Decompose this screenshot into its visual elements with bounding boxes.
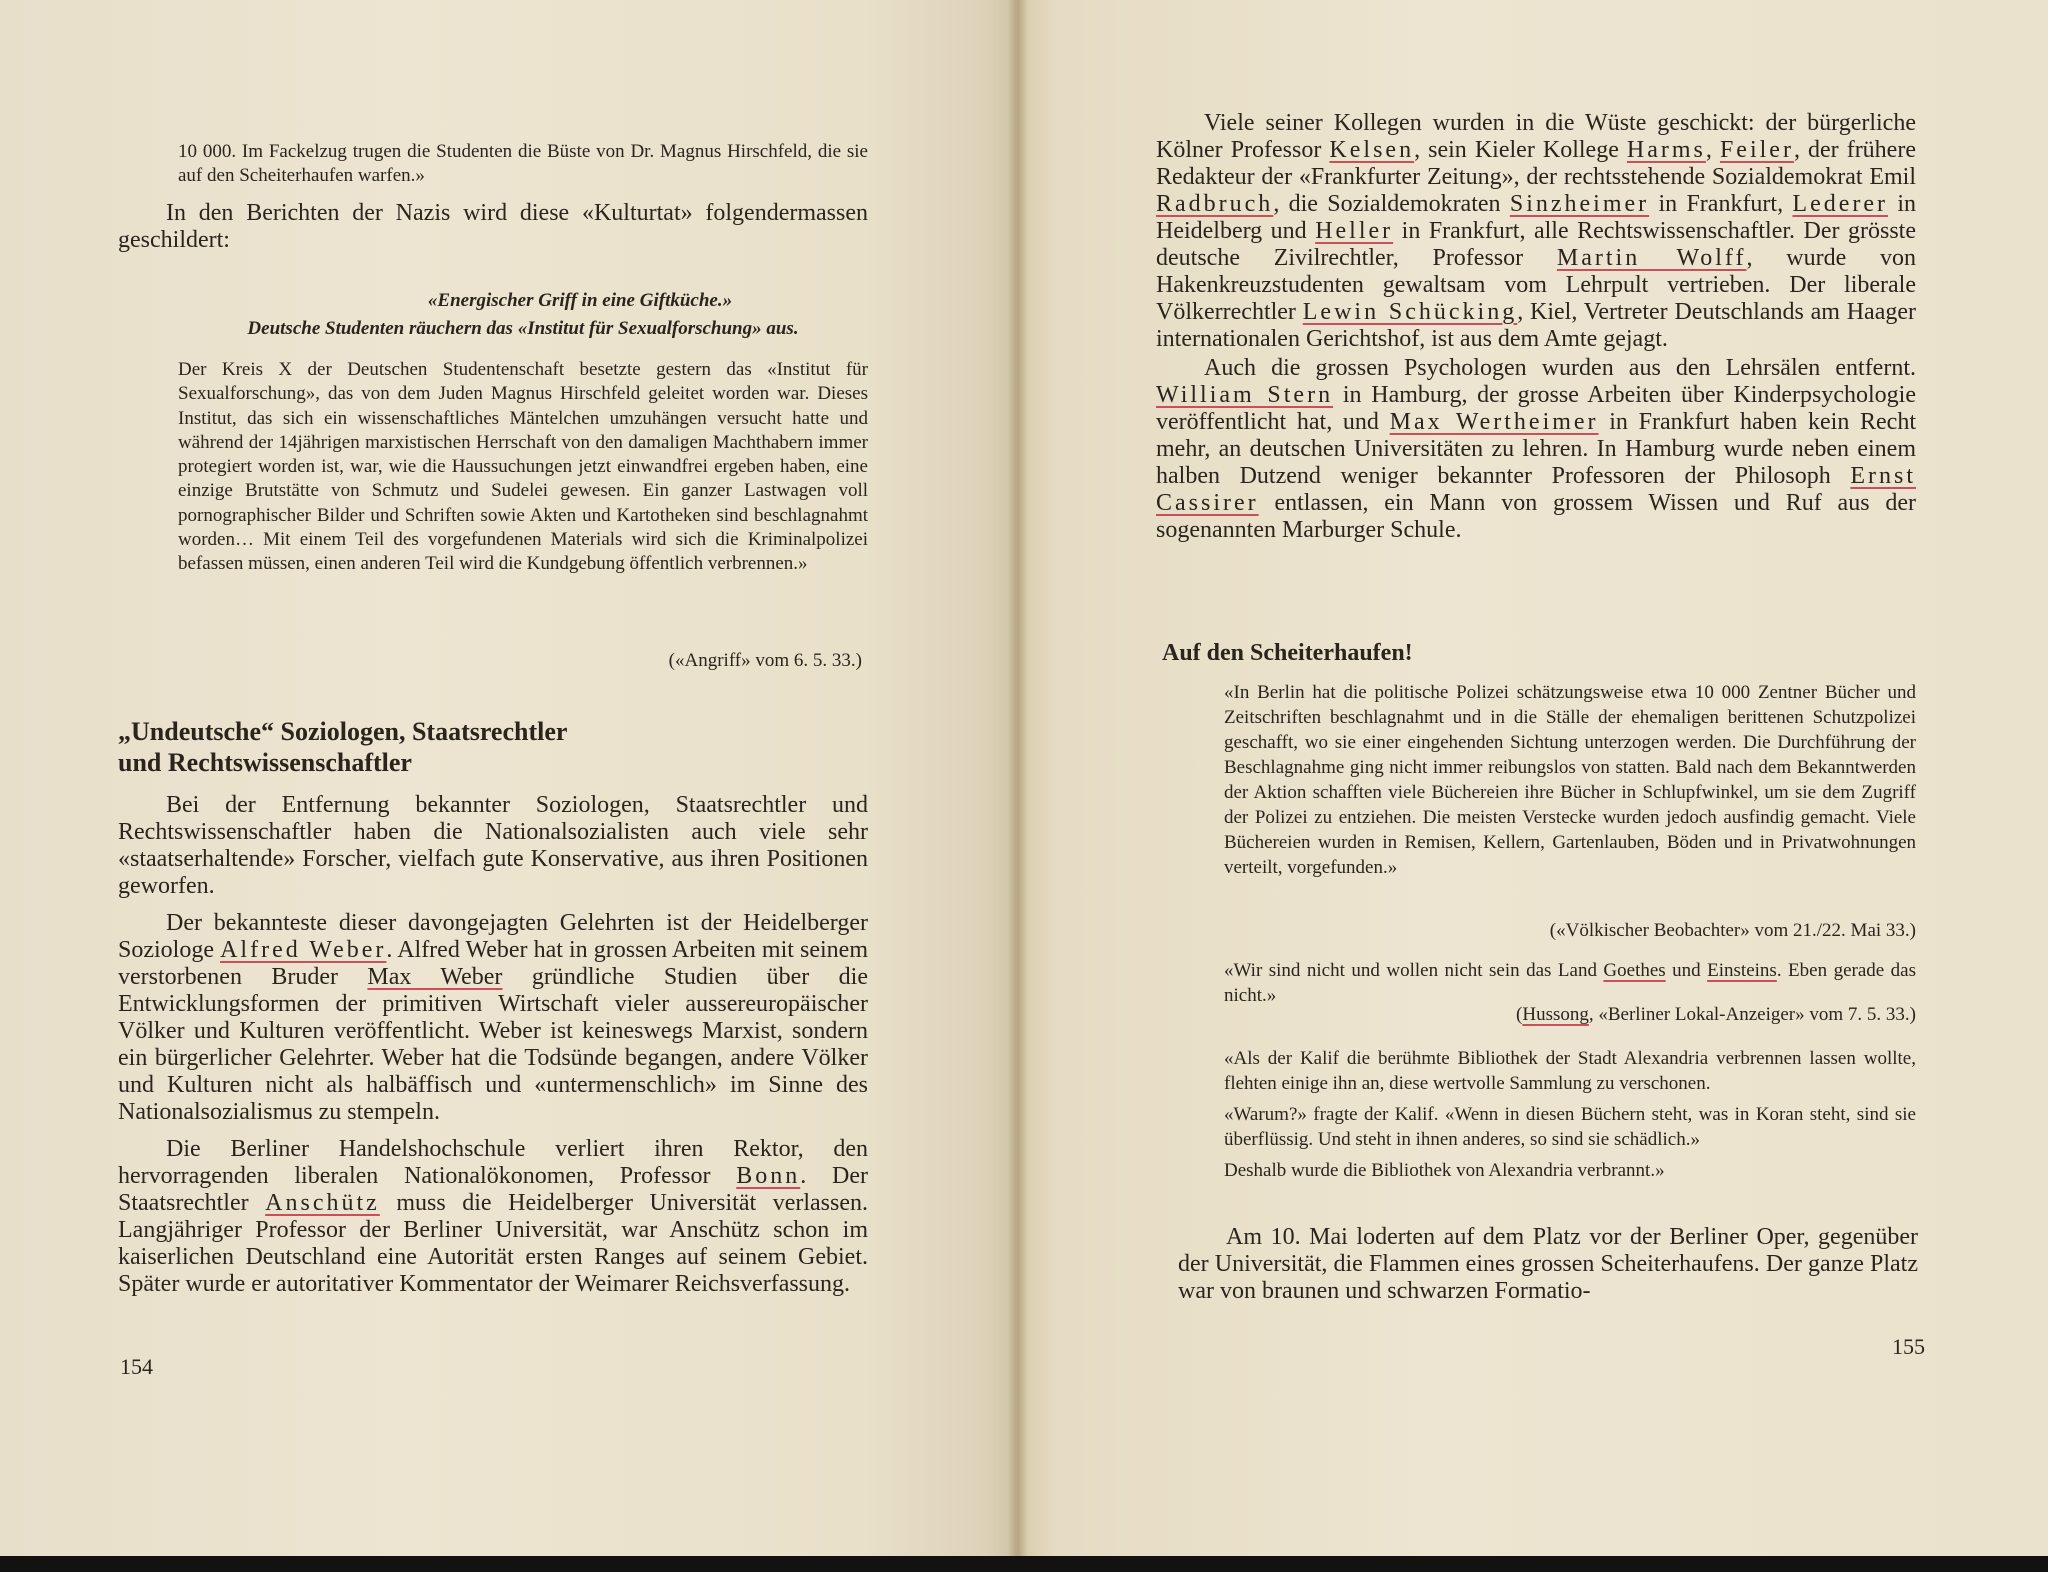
paragraph: «Als der Kalif die berühmte Bibliothek der Stadt Alexandria verbrennen lassen wollte, flehten einige ihn an, diese wertvolle Sammlung zu verschonen. — [1224, 1048, 1916, 1094]
underlined-name: Max Wertheimer — [1389, 409, 1599, 435]
section-title-line2: und Rechtswissenschaftler — [118, 748, 412, 777]
text-run: Die Berliner Handelshochschule verliert ihren Rektor, den hervorragenden liberalen Nationalökonomen, Professor — [118, 1136, 868, 1189]
text-run: muss die Heidelberger Universität verlassen. Langjähriger Professor der Berliner Universität, war Anschütz schon im kaiserlichen Deutschland eine Autorität ersten Ranges auf seinem Gebiet. Später wurde er autoritativer Kommentator der Weimarer Reichsverfassung. — [118, 1190, 868, 1297]
paragraph — [118, 1136, 868, 1298]
underlined-name: Heller — [1315, 218, 1394, 244]
underlined-name: Bonn — [736, 1163, 801, 1189]
text-run: und — [1665, 960, 1708, 981]
lokal-anzeiger-source — [1350, 1004, 1916, 1026]
text-run: in Frankfurt, — [1649, 191, 1793, 217]
underlined-name: Anschütz — [265, 1190, 380, 1216]
text-run: in Frankfurt haben kein Recht mehr, an deutschen Universitäten zu lehren. In Hamburg wurde neben einem halben Dutzend weniger bekannter Professoren der Philosoph — [1156, 409, 1917, 489]
text-run: entlassen, ein Mann von grossem Wissen und Ruf aus der sogenannten Marburger Schule. — [1156, 490, 1916, 543]
text-run: in Heidelberg und — [1156, 191, 1916, 244]
right-body-text — [1156, 110, 1916, 544]
text-run: , «Berliner Lokal-Anzeiger» vom 7. 5. 33.) — [1588, 1004, 1916, 1025]
underlined-name: Radbruch — [1156, 191, 1274, 217]
text-run: ( — [1516, 1004, 1523, 1025]
underlined-name: Alfred Weber — [220, 937, 387, 963]
text-run: . Der Staatsrechtler — [118, 1163, 868, 1216]
underlined-name: Max Weber — [367, 964, 503, 990]
text-run: , Kiel, Vertreter Deutschlands am Haager internationalen Gerichtshof, ist aus dem Amte gejagt. — [1156, 299, 1917, 352]
paragraph — [1156, 110, 1916, 353]
may-10-paragraph: Am 10. Mai loderten auf dem Platz vor der Berliner Oper, gegenüber der Universität, die Flammen eines grossen Scheiterhaufens. Der ganze Platz war von braunen und schwarzen Formatio- — [1178, 1224, 1918, 1304]
goethe-einstein-quote — [1224, 958, 1916, 1008]
underlined-name: Harms — [1626, 137, 1706, 163]
berlin-police-quote: «In Berlin hat die politische Polizei schätzungsweise etwa 10 000 Zentner Bücher und Zeitschriften beschlagnahmt und in die Ställe der ehemaligen berittenen Schutzpolizei geschafft, wo sie einer eingehenden Sichtung unterzogen werden. Die Durchführung der Beschlagnahme ging nicht immer reibungslos von statten. Bald nach dem Bekanntwerden der Aktion schafften viele Büchereien ihre Bücher in Schlupfwinkel, um sie dem Zugriff der Polizei zu entziehen. Die meisten Verstecke wurden jedoch ausfindig gemacht. Viele Büchereien wurden in Remisen, Kellern, Gartenlauben, Böden und in Privatwohnungen verteilt, vorgefunden.» — [1224, 682, 1916, 878]
footnote-continuation: 10 000. Im Fackelzug trugen die Studenten die Büste von Dr. Magnus Hirschfeld, die sie auf den Scheiterhaufen warfen.» — [178, 141, 868, 186]
quote-subheadline: Deutsche Studenten räuchern das «Institut für Sexualforschung» aus. — [247, 318, 799, 339]
left-page — [0, 0, 1016, 1558]
underlined-name: Sinzheimer — [1509, 191, 1650, 217]
book-bottom-edge — [0, 1556, 2048, 1572]
underlined-name: Goethes — [1603, 960, 1666, 981]
underlined-name: Martin Wolff — [1556, 245, 1747, 271]
underlined-name: Einsteins — [1707, 960, 1777, 981]
text-run: Viele seiner Kollegen wurden in die Wüste geschickt: der bürgerliche Kölner Professor — [1156, 110, 1916, 163]
paragraph: Deshalb wurde die Bibliothek von Alexandria verbrannt.» — [1224, 1160, 1665, 1181]
text-run: in Hamburg, der grosse Arbeiten über Kinderpsychologie veröffentlicht hat, und — [1156, 382, 1917, 435]
text-run: gründliche Studien über die Entwicklungsformen der primitiven Wirtschaft vieler aussereuropäischer Völker und Kulturen veröffentlicht. Weber ist keineswegs Marxist, sondern ein bürgerlicher Gelehrter. Weber hat die Todsünde begangen, andere Völker und Kulturen nicht als halbäffisch und «untermenschlich» im Sinne des Nationalsozialismus zu stempeln. — [118, 964, 868, 1125]
underlined-name: Lederer — [1792, 191, 1889, 217]
paragraph: Bei der Entfernung bekannter Soziologen, Staatsrechtler und Rechtswissenschaftler haben die Nationalsozialisten auch viele sehr «staatserhaltende» Forscher, vielfach gute Konservative, aus ihren Positionen geworfen. — [118, 792, 868, 899]
angriff-source: («Angriff» vom 6. 5. 33.) — [668, 650, 862, 671]
alexandria-quote — [1224, 1046, 1916, 1189]
page-number: 155 — [1892, 1334, 1925, 1359]
underlined-name: Kelsen — [1329, 137, 1415, 163]
section-title-pyre: Auf den Scheiterhaufen! — [1162, 640, 1413, 666]
voelkischer-beobachter-source: («Völkischer Beobachter» vom 21./22. Mai 33.) — [1549, 920, 1916, 941]
section-title-sociologists — [118, 716, 868, 778]
paragraph — [1156, 355, 1916, 544]
underlined-name: William Stern — [1156, 382, 1334, 408]
paragraph: «Warum?» fragte der Kalif. «Wenn in diesen Büchern steht, was in Koran steht, sind sie überflüssig. Und steht in ihnen anderes, so sind sie schädlich.» — [1224, 1104, 1916, 1150]
text-run: , sein Kieler Kollege — [1414, 137, 1627, 163]
paragraph — [118, 910, 868, 1126]
text-run: , wurde von Hakenkreuzstudenten gewaltsam vom Lehrpult vertrieben. Der liberale Völkerrechtler — [1156, 245, 1916, 325]
underlined-name: Feiler — [1719, 137, 1794, 163]
text-run: Auch die grossen Psychologen wurden aus den Lehrsälen entfernt. — [1204, 355, 1916, 381]
page-number: 154 — [120, 1354, 153, 1379]
text-run: . Alfred Weber hat in grossen Arbeiten mit seinem verstorbenen Bruder — [118, 937, 869, 990]
underlined-name: Lewin Schücking — [1302, 299, 1518, 325]
quote-headline: «Energischer Griff in eine Giftküche.» — [427, 290, 733, 311]
text-run: , der frühere Redakteur der «Frankfurter Zeitung», der rechtsstehende Sozialdemokrat Emil — [1156, 137, 1916, 190]
text-run: , — [1705, 137, 1720, 163]
left-body-text — [118, 792, 868, 1308]
angriff-quote: Der Kreis X der Deutschen Studentenschaft besetzte gestern das «Institut für Sexualforschung», das von dem Juden Magnus Hirschfeld geleitet worden war. Dieses Institut, das sich ein wissenschaftliches Mäntelchen umzuhängen versucht hatte und während der 14jährigen marxistischen Herrschaft von den damaligen Machthabern immer protegiert worden ist, war, wie die Haussuchungen jetzt einwandfrei ergeben haben, eine einzige Brutstätte von Schmutz und Sudelei gewesen. Ein ganzer Lastwagen voll pornographischer Bilder und Schriften sowie Akten und Kartotheken sind beschlagnahmt worden… Mit einem Teil des vorgefundenen Materials wird sich die Kriminalpolizei befassen müssen, einen anderen Teil wird die Kundgebung öffentlich verbrennen.» — [178, 359, 868, 575]
book-gutter — [1008, 0, 1028, 1558]
text-run: . Eben gerade das nicht.» — [1224, 960, 1917, 1006]
underlined-name: Hussong — [1522, 1004, 1589, 1025]
text-run: in Frankfurt, alle Rechtswissenschaftler. Der grösste deutsche Zivilrechtler, Professor — [1156, 218, 1916, 271]
nazi-report-intro: In den Berichten der Nazis wird diese «Kulturtat» folgendermassen geschildert: — [118, 200, 868, 253]
text-run: , die Sozialdemokraten — [1273, 191, 1510, 217]
text-run: «Wir sind nicht und wollen nicht sein das Land — [1224, 960, 1604, 981]
section-title-line1: „Undeutsche“ Soziologen, Staatsrechtler — [118, 717, 568, 746]
underlined-name: Ernst Cassirer — [1156, 463, 1916, 516]
text-run: Der bekannteste dieser davongejagten Gelehrten ist der Heidelberger Soziologe — [118, 910, 868, 963]
